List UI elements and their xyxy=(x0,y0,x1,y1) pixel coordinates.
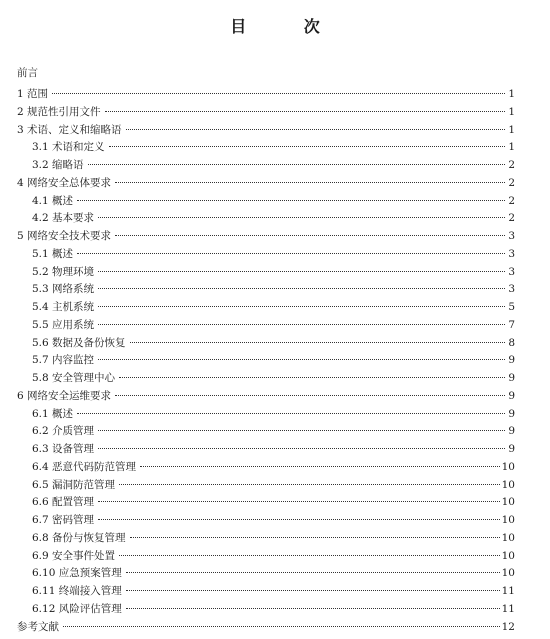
dot-leader xyxy=(130,342,505,343)
toc-entry-label: 1 范围 xyxy=(17,88,49,100)
toc-entry[interactable] xyxy=(0,317,550,333)
toc-entry-label: 参考文献 xyxy=(17,620,59,633)
dot-leader xyxy=(77,200,505,201)
dot-leader xyxy=(52,93,505,94)
dot-leader xyxy=(88,164,505,165)
toc-entry[interactable] xyxy=(0,193,550,209)
toc-entry-page: 2 xyxy=(508,159,515,171)
toc-entry-page: 3 xyxy=(508,247,515,260)
toc-entry-label: 2 规范性引用文件 xyxy=(17,105,101,118)
toc-entry-page: 1 xyxy=(508,88,515,100)
toc-entry-page: 9 xyxy=(508,354,515,367)
toc-entry[interactable] xyxy=(0,86,550,102)
page-title: 目 次 xyxy=(230,17,346,36)
dot-leader xyxy=(98,448,505,449)
toc-entry-label: 5 网络安全技术要求 xyxy=(17,230,112,242)
toc-entry[interactable] xyxy=(0,494,550,510)
dot-leader xyxy=(109,146,505,147)
toc-entry-label: 5.8 安全管理中心 xyxy=(32,372,116,384)
toc-entry-page: 1 xyxy=(508,123,515,136)
toc-entry[interactable] xyxy=(0,477,550,493)
dot-leader xyxy=(98,217,505,218)
toc-entry[interactable] xyxy=(0,175,550,191)
toc-entry-label: 6.11 终端接入管理 xyxy=(32,585,122,597)
toc-entry-page: 1 xyxy=(508,141,515,154)
foreword-heading: 前言 xyxy=(17,67,38,79)
toc-entry[interactable] xyxy=(0,264,550,280)
toc-entry-label: 5.6 数据及备份恢复 xyxy=(32,336,126,349)
dot-leader xyxy=(119,484,500,485)
dot-leader xyxy=(119,555,500,556)
dot-leader xyxy=(119,377,505,378)
toc-entry-page: 5 xyxy=(508,301,515,313)
dot-leader xyxy=(77,253,505,254)
toc-entry[interactable] xyxy=(0,139,550,155)
toc-entry[interactable] xyxy=(0,565,550,581)
toc-entry-label: 5.3 网络系统 xyxy=(32,283,95,296)
toc-entry-page: 10 xyxy=(501,460,515,473)
dot-leader xyxy=(126,572,500,573)
toc-entry[interactable] xyxy=(0,370,550,386)
toc-entry-page: 10 xyxy=(501,567,515,580)
toc-entry-label: 3.1 术语和定义 xyxy=(32,141,105,154)
toc-entry-page: 3 xyxy=(508,230,515,242)
dot-leader xyxy=(63,626,500,627)
dot-leader xyxy=(105,111,505,112)
toc-entry-label: 6.12 风险评估管理 xyxy=(32,602,122,615)
toc-entry[interactable] xyxy=(0,530,550,546)
toc-entry[interactable] xyxy=(0,583,550,599)
toc-entry[interactable] xyxy=(0,104,550,120)
toc-entry[interactable] xyxy=(0,210,550,226)
dot-leader xyxy=(98,324,505,325)
toc-entry-page: 7 xyxy=(508,318,515,331)
toc-entry[interactable] xyxy=(0,281,550,297)
toc-entry-label: 6.8 备份与恢复管理 xyxy=(32,531,126,544)
toc-entry-page: 10 xyxy=(501,531,515,544)
toc-entry-page: 11 xyxy=(501,585,515,597)
toc-entry-page: 1 xyxy=(508,105,515,118)
toc-entry[interactable] xyxy=(0,406,550,422)
toc-entry-label: 6.4 恶意代码防范管理 xyxy=(32,460,137,473)
toc-entry-label: 6.2 介质管理 xyxy=(32,425,95,438)
toc-entry-label: 4.2 基本要求 xyxy=(32,212,95,225)
toc-entry-label: 6.1 概述 xyxy=(32,407,74,420)
toc-entry-label: 4 网络安全总体要求 xyxy=(17,176,112,189)
toc-entry-label: 4.1 概述 xyxy=(32,194,74,207)
toc-entry-page: 2 xyxy=(508,194,515,207)
toc-entry-label: 6.5 漏洞防范管理 xyxy=(32,478,116,491)
dot-leader xyxy=(126,129,505,130)
toc-entry-page: 11 xyxy=(501,602,515,615)
toc-entry-page: 2 xyxy=(508,212,515,225)
toc-entry-page: 12 xyxy=(501,620,515,633)
toc-entry-label: 3.2 缩略语 xyxy=(32,159,84,171)
toc-entry-page: 3 xyxy=(508,265,515,278)
toc-entry-label: 6.6 配置管理 xyxy=(32,496,95,509)
toc-entry[interactable] xyxy=(0,157,550,173)
toc-entry-page: 2 xyxy=(508,176,515,189)
toc-entry-page: 3 xyxy=(508,283,515,296)
toc-entry-page: 9 xyxy=(508,372,515,384)
toc-entry-label: 5.4 主机系统 xyxy=(32,301,95,313)
toc-entry-page: 10 xyxy=(501,496,515,509)
toc-entry-label: 5.1 概述 xyxy=(32,247,74,260)
toc-entry-label: 6.3 设备管理 xyxy=(32,443,95,455)
dot-leader xyxy=(98,359,505,360)
toc-entry-label: 5.5 应用系统 xyxy=(32,318,95,331)
toc-entry-label: 6.7 密码管理 xyxy=(32,514,95,526)
dot-leader xyxy=(126,590,500,591)
toc-entry[interactable] xyxy=(0,548,550,564)
toc-entry-page: 10 xyxy=(501,514,515,526)
dot-leader xyxy=(98,306,505,307)
toc-entry-page: 10 xyxy=(501,478,515,491)
toc-entry-label: 5.7 内容监控 xyxy=(32,354,95,367)
toc-entry-label: 6 网络安全运维要求 xyxy=(17,389,112,402)
dot-leader xyxy=(98,271,505,272)
dot-leader xyxy=(126,608,500,609)
dot-leader xyxy=(140,466,500,467)
toc-entry[interactable] xyxy=(0,619,550,635)
toc-entry[interactable] xyxy=(0,512,550,528)
toc-entry-page: 10 xyxy=(501,549,515,562)
toc-entry[interactable] xyxy=(0,246,550,262)
dot-leader xyxy=(77,413,505,414)
toc-entry-label: 6.10 应急预案管理 xyxy=(32,567,122,580)
toc-entry-label: 5.2 物理环境 xyxy=(32,265,95,278)
toc-entry[interactable] xyxy=(0,299,550,315)
dot-leader xyxy=(98,519,500,520)
toc-entry[interactable] xyxy=(0,459,550,475)
dot-leader xyxy=(98,430,505,431)
toc-entry-label: 6.9 安全事件处置 xyxy=(32,549,116,562)
toc-entry[interactable] xyxy=(0,228,550,244)
toc-entry-page: 8 xyxy=(508,336,515,349)
dot-leader xyxy=(130,537,500,538)
toc-entry-label: 3 术语、定义和缩略语 xyxy=(17,123,122,136)
toc-entry-page: 9 xyxy=(508,443,515,455)
dot-leader xyxy=(98,288,505,289)
toc-entry[interactable] xyxy=(0,352,550,368)
toc-entry[interactable] xyxy=(0,122,550,138)
toc-entry[interactable] xyxy=(0,423,550,439)
toc-entry[interactable] xyxy=(0,441,550,457)
dot-leader xyxy=(115,235,505,236)
dot-leader xyxy=(115,395,505,396)
toc-entry[interactable] xyxy=(0,388,550,404)
dot-leader xyxy=(98,501,500,502)
toc-entry[interactable] xyxy=(0,601,550,617)
toc-entry[interactable] xyxy=(0,335,550,351)
dot-leader xyxy=(115,182,505,183)
toc-entry-page: 9 xyxy=(508,407,515,420)
toc-entry-page: 9 xyxy=(508,389,515,402)
toc-entry-page: 9 xyxy=(508,425,515,438)
